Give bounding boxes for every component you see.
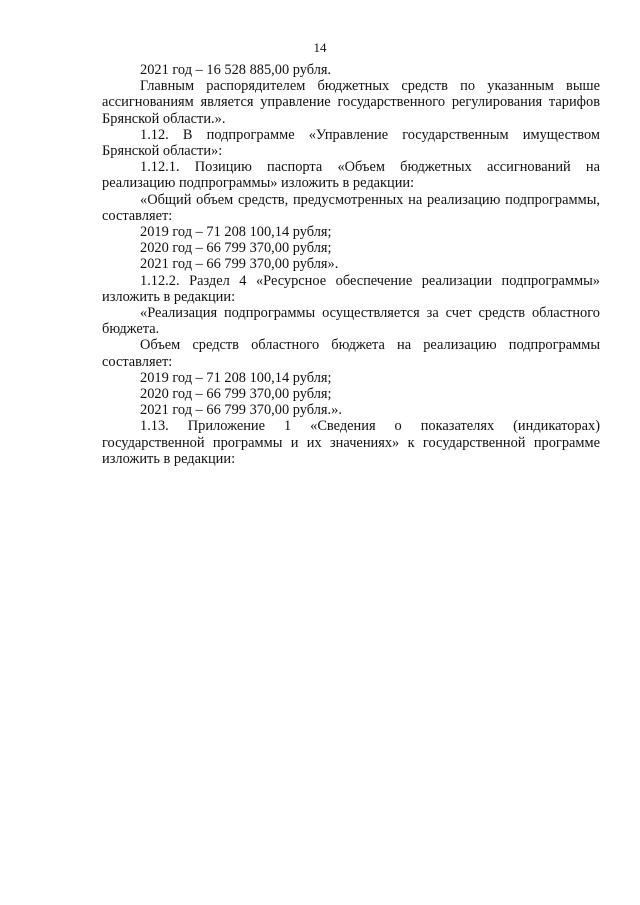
paragraph-implementation-funding: «Реализация подпрограммы осуществляется за счет средств областного бюджета. [102,305,600,338]
paragraph-2020-amount-passport: 2020 год – 66 799 370,00 рубля; [140,240,332,257]
paragraph-1-13: 1.13. Приложение 1 «Сведения о показателях (индикаторах) государственной программы и их значениях» к государственной программе изложить в редакции: [102,418,600,467]
paragraph-1-12-1: 1.12.1. Позицию паспорта «Объем бюджетных ассигнований на реализацию подпрограммы» изложить в редакции: [102,159,600,192]
paragraph-2020-amount-section4: 2020 год – 66 799 370,00 рубля; [140,386,332,403]
paragraph-total-volume: «Общий объем средств, предусмотренных на реализацию подпрограммы, составляет: [102,191,600,224]
page-number: 14 [313,40,327,55]
paragraph-regional-budget-volume: Объем средств областного бюджета на реализацию подпрограммы составляет: [102,337,600,370]
paragraph-2021-amount-section4: 2021 год – 66 799 370,00 рубля.». [140,402,342,419]
paragraph-2021-amount-tariffs: 2021 год – 16 528 885,00 рубля. [140,62,332,78]
paragraph-1-12-heading: 1.12. В подпрограмме «Управление государственным имуществом Брянской области»: [102,126,600,160]
paragraph-2021-amount-passport: 2021 год – 66 799 370,00 рубля». [140,256,339,273]
paragraph-2019-amount-passport: 2019 год – 71 208 100,14 рубля; [140,224,332,241]
paragraph-1-12-2: 1.12.2. Раздел 4 «Ресурсное обеспечение реализации подпрограммы» изложить в редакции: [102,272,600,305]
document-body [102,62,600,467]
paragraph-2019-amount-section4: 2019 год – 71 208 100,14 рубля; [140,369,332,386]
paragraph-chief-administrator: Главным распорядителем бюджетных средств по указанным выше ассигнованиям является управление государственного регулирования тарифов Брянской области.». [102,78,600,127]
